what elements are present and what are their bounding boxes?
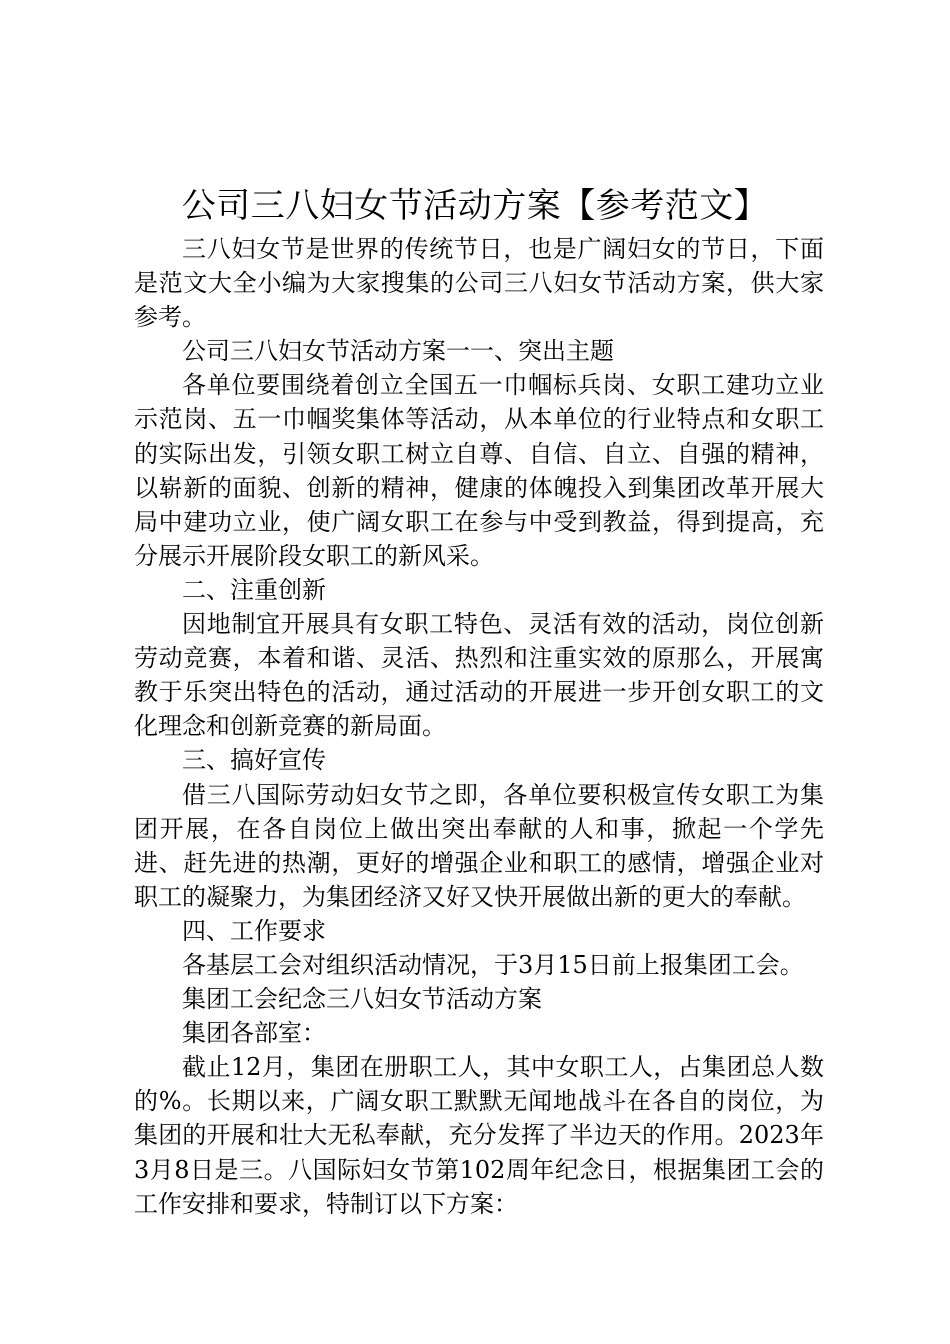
paragraph-section-4: 各基层工会对组织活动情况，于3月15日前上报集团工会。 [182,950,804,979]
paragraph-heading-3: 三、搞好宣传 [182,746,326,775]
paragraph-section-1: 各单位要围绕着创立全国五一巾帼标兵岗、女职工建功立业示范岗、五一巾帼奖集体等活动，从本单位的行业特点和女职工的实际出发，引领女职工树立自尊、自信、自立、自强的精神，以崭新的面貌、创新的精神，健康的体魄投入到集团改革开展大局中建功立业，使广阔女职工在参与中受到教益，得到提高，充分展示开展阶段女职工的新风采。 [134,371,824,570]
paragraph-heading-1: 公司三八妇女节活动方案一一、突出主题 [182,337,614,366]
paragraph-salutation: 集团各部室： [182,1019,326,1048]
document-title: 公司三八妇女节活动方案【参考范文】 [181,186,769,226]
paragraph-plan-title: 集团工会纪念三八妇女节活动方案 [182,985,542,1014]
paragraph-heading-4: 四、工作要求 [182,916,326,945]
paragraph-heading-2: 二、注重创新 [182,575,326,604]
document-body [134,232,824,1221]
paragraph-intro: 三八妇女节是世界的传统节日，也是广阔妇女的节日，下面是范文大全小编为大家搜集的公司三八妇女节活动方案，供大家参考。 [134,235,824,332]
paragraph-section-2: 因地制宜开展具有女职工特色、灵活有效的活动，岗位创新劳动竞赛，本着和谐、灵活、热烈和注重实效的原那么，开展寓教于乐突出特色的活动，通过活动的开展进一步开创女职工的文化理念和创新竞赛的新局面。 [134,610,824,741]
paragraph-plan-body: 截止12月，集团在册职工人，其中女职工人，占集团总人数的%。长期以来，广阔女职工默默无闻地战斗在各自的岗位，为集团的开展和壮大无私奉献，充分发挥了半边天的作用。2023年3月8日是三。八国际妇女节第102周年纪念日，根据集团工会的工作安排和要求，特制订以下方案： [134,1053,824,1218]
paragraph-section-3: 借三八国际劳动妇女节之即，各单位要积极宣传女职工为集团开展，在各自岗位上做出突出奉献的人和事，掀起一个学先进、赶先进的热潮，更好的增强企业和职工的感情，增强企业对职工的凝聚力，为集团经济又好又快开展做出新的更大的奉献。 [134,780,824,911]
